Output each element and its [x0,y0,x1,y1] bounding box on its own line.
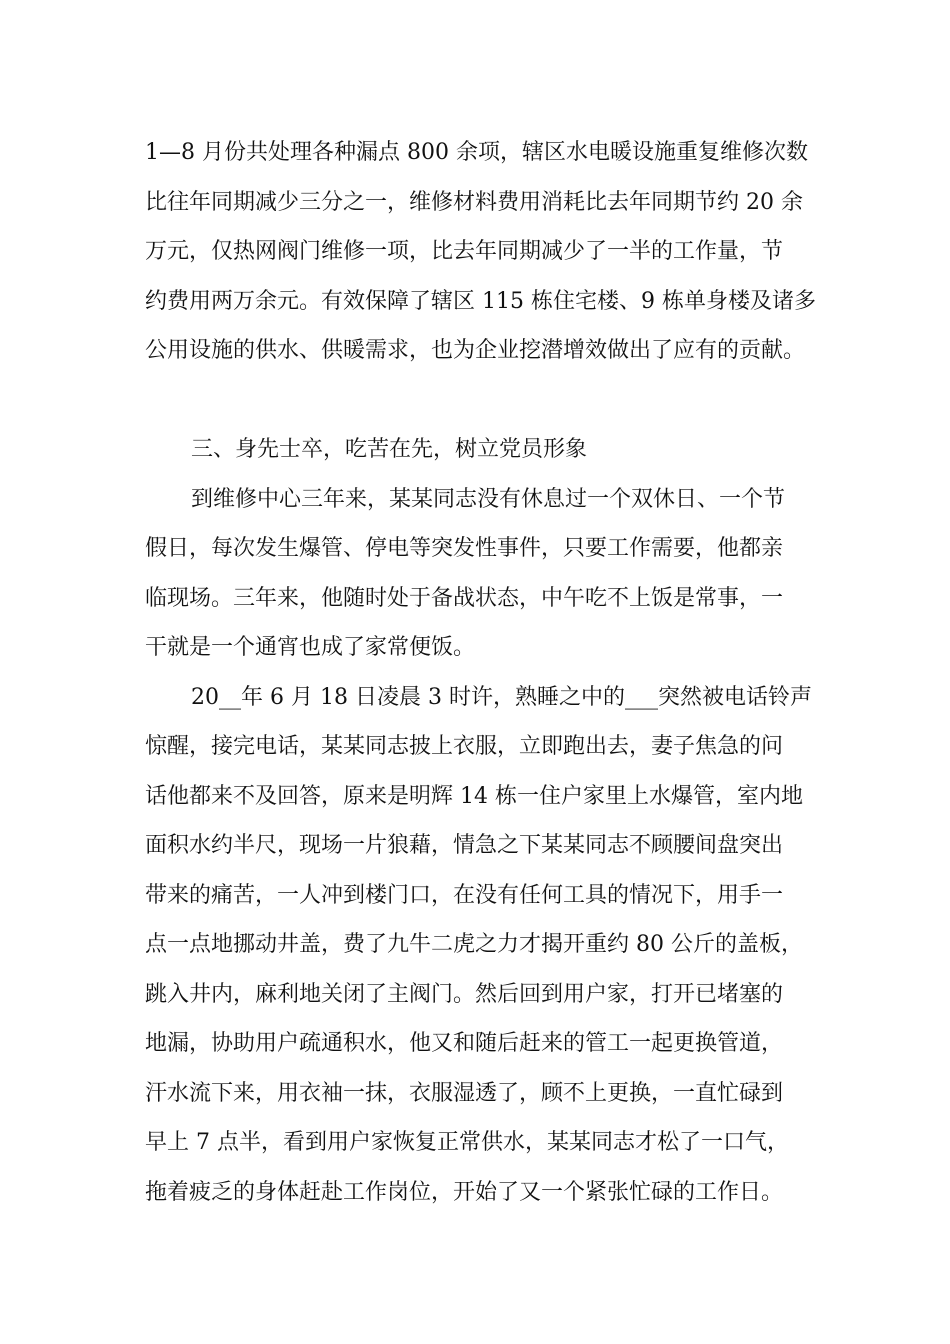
text-line: 比往年同期减少三分之一，维修材料费用消耗比去年同期节约 20 余 [145,189,803,215]
text-line: 干就是一个通宵也成了家常便饭。 [145,635,476,660]
section-heading: 三、身先士卒，吃苦在先，树立党员形象 [191,437,588,462]
section-three [145,425,845,1217]
text-line: 万元，仅热网阀门维修一项，比去年同期减少了一半的工作量，节 [145,239,784,264]
text-line: 临现场。三年来，他随时处于备战状态，中午吃不上饭是常事，一 [145,585,784,611]
text-line: 到维修中心三年来，某某同志没有休息过一个双休日、一个节 [191,486,786,512]
text-line: 约费用两万余元。有效保障了辖区 115 栋住宅楼、9 栋单身楼及诸多 [145,288,816,314]
text-line: 带来的痛苦，一人冲到楼门口，在没有任何工具的情况下，用手一 [145,882,784,908]
text-line: 话他都来不及回答，原来是明辉 14 栋一住户家里上水爆管，室内地 [145,783,803,809]
text-line: 汗水流下来，用衣袖一抹，衣服湿透了，顾不上更换，一直忙碌到 [145,1080,784,1106]
text-line: 跳入井内，麻利地关闭了主阀门。然后回到用户家，打开已堵塞的 [145,981,784,1007]
text-line: 点一点地挪动井盖，费了九牛二虎之力才揭开重约 80 公斤的盖板， [145,932,803,957]
text-line: 1—8 月份共处理各种漏点 800 余项，辖区水电暖设施重复维修次数 [145,140,808,165]
paragraph-maintenance-results [145,128,845,376]
text-line: 假日，每次发生爆管、停电等突发性事件，只要工作需要，他都亲 [145,536,784,561]
text-line: 公用设施的供水、供暖需求，也为企业挖潜增效做出了应有的贡献。 [145,338,806,363]
text-line: 面积水约半尺，现场一片狼藉，情急之下某某同志不顾腰间盘突出 [145,833,784,858]
text-line: 拖着疲乏的身体赶赴工作岗位，开始了又一个紧张忙碌的工作日。 [145,1179,784,1205]
text-line: 20__年 6 月 18 日凌晨 3 时许，熟睡之中的___突然被电话铃声 [191,684,812,710]
text-line: 惊醒，接完电话，某某同志披上衣服，立即跑出去，妻子焦急的问 [145,734,784,759]
text-line: 早上 7 点半，看到用户家恢复正常供水，某某同志才松了一口气， [145,1130,789,1155]
text-line: 地漏，协助用户疏通积水，他又和随后赶来的管工一起更换管道， [145,1031,784,1056]
